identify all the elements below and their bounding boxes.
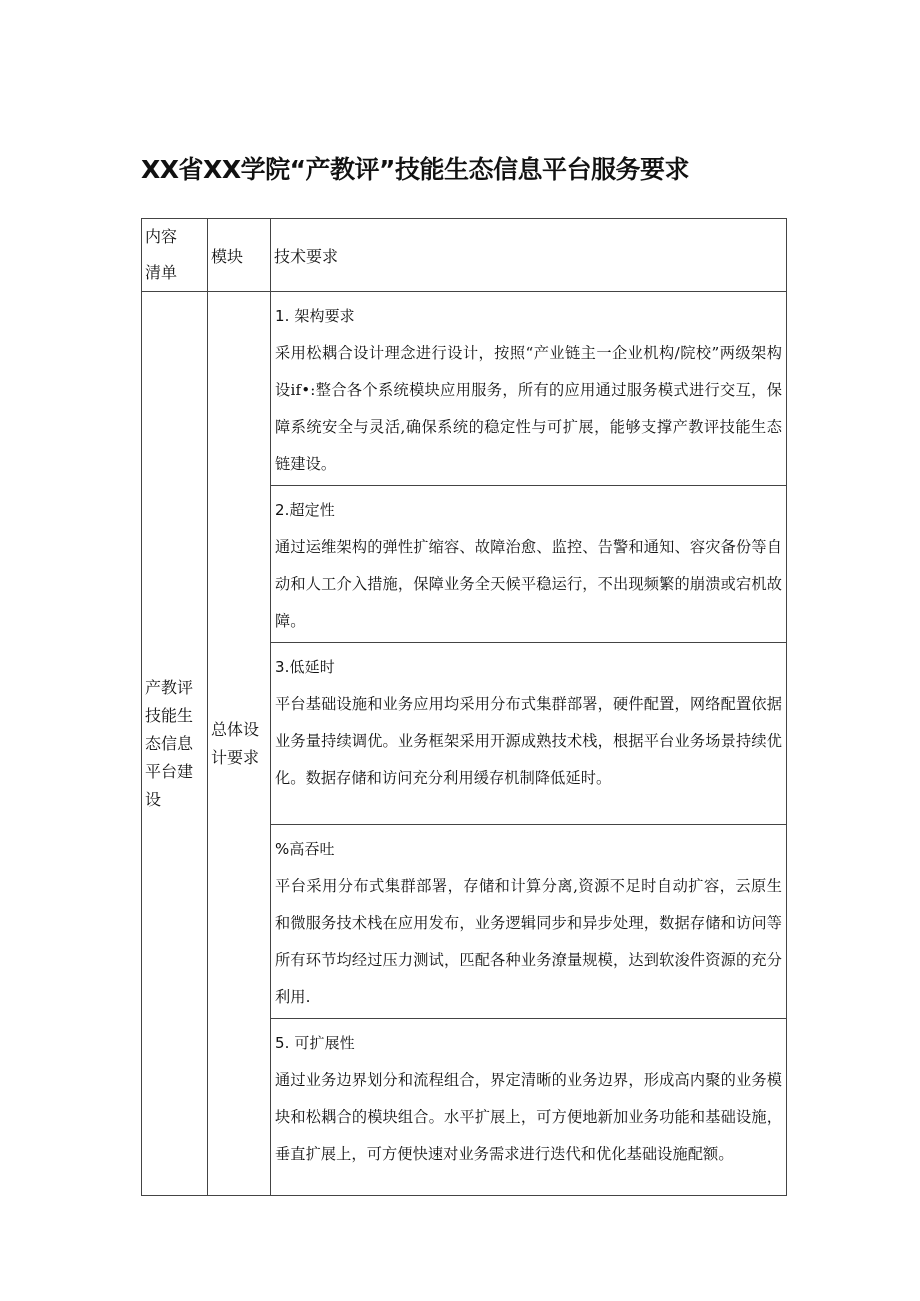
requirement-cell (271, 292, 787, 486)
requirement-body: 平台采用分布式集群部署，存储和计算分离,资源不足时自动扩容，云原生和微服务技术栈在应用发布，业务逻辑同步和异步处理，数据存储和访问等所有环节均经过压力测试，匹配各种业务潦量规模，达到软浚件资源的充分利用. (275, 877, 782, 1006)
document-title: XX省XX学院“产教评”技能生态信息平台服务要求 (141, 155, 689, 184)
header-content-line1: 内容 (145, 227, 178, 246)
header-content-line2: 清单 (145, 263, 178, 282)
table-row (142, 292, 787, 486)
requirement-body: 通过运维架构的弹性扩缩容、故障治愈、监控、告警和通知、容灾备份等自动和人工介入措施，保障业务全天候平稳运行，不出现频繁的崩溃或宕机故障。 (275, 538, 782, 630)
requirements-table (141, 218, 787, 1196)
table-header-row (142, 219, 787, 292)
requirement-heading: 3.低延时 (275, 658, 335, 676)
requirement-heading: 5. 可扩展性 (275, 1034, 355, 1052)
requirement-body: 平台基础设施和业务应用均采用分布式集群部署，硬件配置，网络配置依据业务量持续调优。业务框架采用开源成熟技术栈，根据平台业务场景持续优化。数据存储和访问充分利用缓存机制降低延时。 (275, 695, 782, 787)
header-content-list (142, 219, 208, 292)
requirement-heading: 2.超定性 (275, 501, 335, 519)
requirement-heading: %高吞吐 (275, 840, 335, 858)
module-cell: 总体设计要求 (208, 292, 271, 1196)
requirement-cell (271, 486, 787, 643)
header-module: 模块 (208, 219, 271, 292)
header-tech-requirements: 技术要求 (271, 219, 787, 292)
content-list-cell: 产教评技能生态信息平台建设 (142, 292, 208, 1196)
requirement-cell (271, 1019, 787, 1196)
requirement-cell (271, 825, 787, 1019)
requirement-cell (271, 643, 787, 825)
requirement-body: 采用松耦合设计理念进行设计，按照“产业链主一企业机构/院校”两级架构设if•:整合各个系统模块应用服务，所有的应用通过服务模式进行交互，保障系统安全与灵活,确保系统的稳定性与可扩展，能够支撑产教评技能生态链建设。 (275, 344, 782, 473)
requirement-heading: 1. 架构要求 (275, 307, 355, 325)
requirement-body: 通过业务边界划分和流程组合，界定清晰的业务边界，形成高内聚的业务模块和松耦合的模块组合。水平扩展上，可方便地新加业务功能和基础设施，垂直扩展上，可方便快速对业务需求进行迭代和优化基础设施配额。 (275, 1071, 782, 1163)
